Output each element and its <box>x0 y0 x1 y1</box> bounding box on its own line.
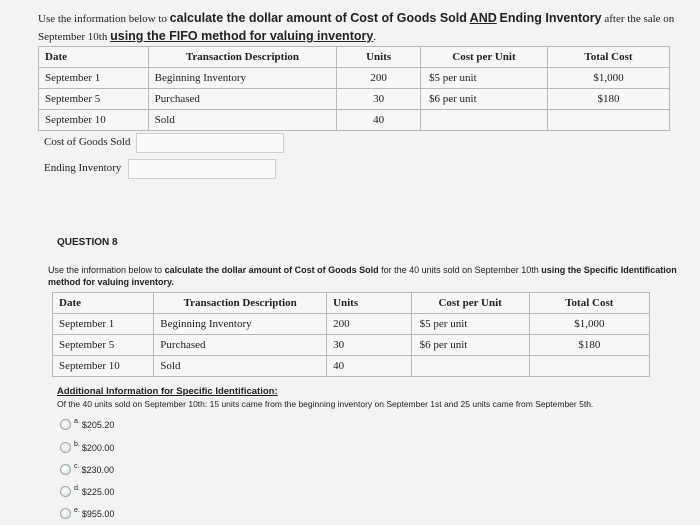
instr-bold-underline: using the FIFO method for valuing inventory <box>110 29 374 43</box>
answer-option-e[interactable]: e. $955.00 <box>60 508 114 519</box>
instr-text: September 10th <box>38 31 108 43</box>
instr-bold: Ending Inventory <box>499 11 602 25</box>
radio-button-icon[interactable] <box>60 464 71 475</box>
cogs-label: Cost of Goods Sold <box>44 136 131 148</box>
radio-button-icon[interactable] <box>60 419 71 430</box>
table-row: September 1 Beginning Inventory 200 $5 per unit $1,000 <box>53 314 650 335</box>
col-units: Units <box>327 293 412 314</box>
specific-id-instructions: Use the information below to calculate the dollar amount of Cost of Goods Sold for the 40 units sold on September 10th using the Specific Identification method for valuing inventory. <box>48 265 677 287</box>
fifo-inventory-table <box>38 46 670 131</box>
answer-option-a[interactable]: a. $205.20 <box>60 419 114 430</box>
table-row: September 1 Beginning Inventory 200 $5 per unit $1,000 <box>39 68 670 89</box>
radio-button-icon[interactable] <box>60 486 71 497</box>
option-text: $230.00 <box>81 464 114 475</box>
radio-button-icon[interactable] <box>60 442 71 453</box>
ending-inventory-label: Ending Inventory <box>44 162 122 174</box>
fifo-instructions: Use the information below to calculate the dollar amount of Cost of Goods Sold AND Ending Inventory after the sale on September 10th using the FIFO method for valuing inventory. <box>38 11 675 43</box>
col-description: Transaction Description <box>154 293 327 314</box>
answer-option-d[interactable]: d. $225.00 <box>60 486 114 497</box>
instr-and: AND <box>469 11 497 25</box>
table-row: September 10 Sold 40 <box>39 110 670 131</box>
col-date: Date <box>53 293 154 314</box>
table-row: September 5 Purchased 30 $6 per unit $180 <box>39 89 670 110</box>
additional-info-title: Additional Information for Specific Identification: <box>57 386 278 397</box>
radio-button-icon[interactable] <box>60 508 71 519</box>
col-description: Transaction Description <box>148 47 337 68</box>
col-units: Units <box>337 47 421 68</box>
instr-text: after the sale on <box>604 13 675 25</box>
ending-inventory-input[interactable] <box>128 159 276 179</box>
specific-id-inventory-table <box>52 292 650 377</box>
col-total-cost: Total Cost <box>529 293 649 314</box>
col-date: Date <box>39 47 149 68</box>
cogs-input[interactable] <box>136 133 284 153</box>
col-cost-per-unit: Cost per Unit <box>411 293 529 314</box>
option-text: $225.00 <box>81 486 115 497</box>
answer-option-b[interactable]: b. $200.00 <box>60 442 114 453</box>
additional-info-text: Of the 40 units sold on September 10th: 15 units came from the beginning inventory on September 1st and 25 units came from September 5th. <box>57 399 594 409</box>
table-row: September 10 Sold 40 <box>53 356 650 377</box>
option-text: $205.20 <box>81 419 115 430</box>
option-text: $200.00 <box>81 442 115 453</box>
instr-bold: calculate the dollar amount of Cost of Goods Sold <box>169 11 467 25</box>
answer-option-c[interactable]: c. $230.00 <box>60 464 114 475</box>
col-total-cost: Total Cost <box>547 47 669 68</box>
question-8-heading: QUESTION 8 <box>57 237 118 248</box>
table-header-row <box>53 293 650 314</box>
instr-text: Use the information below to <box>38 13 167 25</box>
col-cost-per-unit: Cost per Unit <box>421 47 548 68</box>
table-header-row <box>39 47 670 68</box>
table-row: September 5 Purchased 30 $6 per unit $180 <box>53 335 650 356</box>
option-text: $955.00 <box>81 508 115 519</box>
